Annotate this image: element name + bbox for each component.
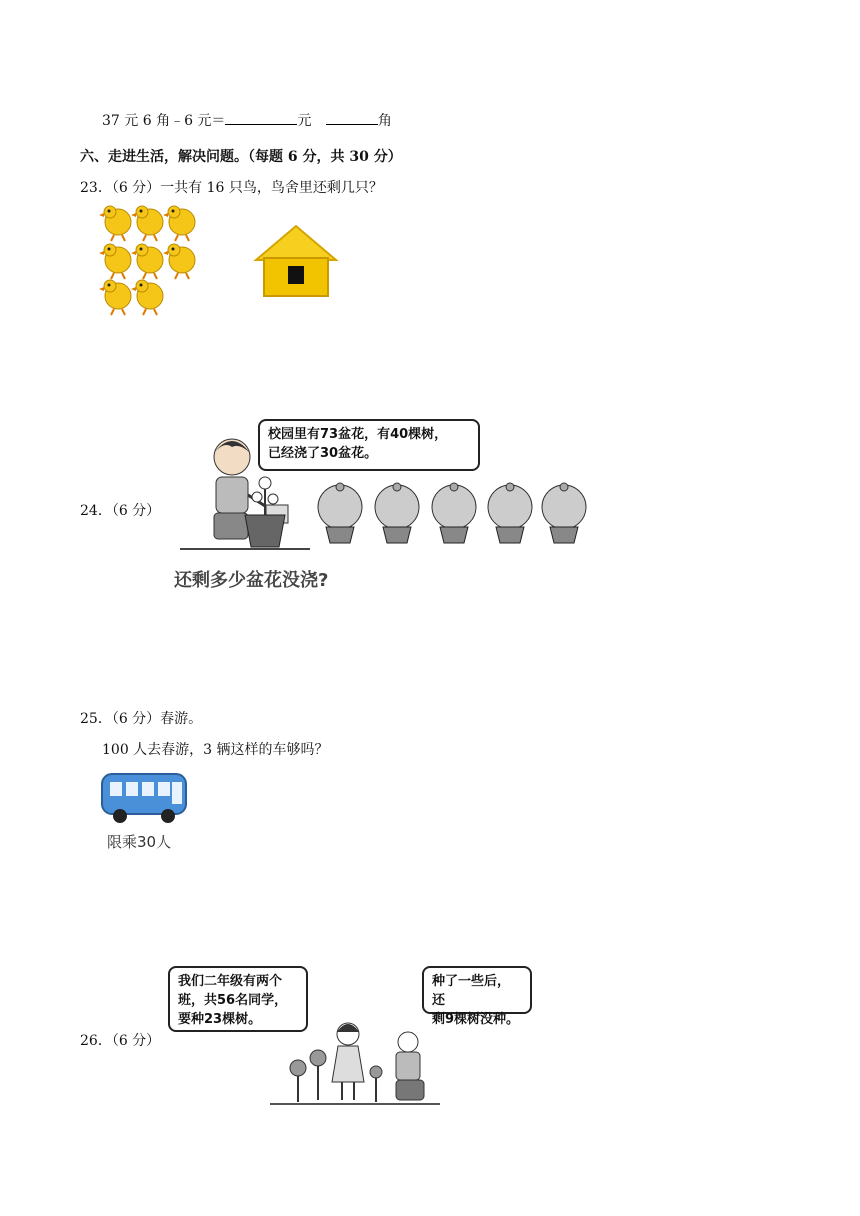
bird-icon <box>99 280 131 315</box>
q26-speech-bubble-right <box>422 966 532 1027</box>
question-25-label: 25．（6 分）春游。 <box>80 711 203 727</box>
flower-pot-icon <box>488 483 532 543</box>
bubble-line: 我们二年级有两个 <box>178 974 283 989</box>
boy-planting-icon <box>396 1032 424 1100</box>
bird-icon <box>131 244 163 279</box>
q23-figure <box>98 200 343 318</box>
fill-blank-line <box>102 110 392 130</box>
bird-icon <box>99 244 131 279</box>
bird-icon <box>163 244 195 279</box>
question-25-text: 100 人去春游，3 辆这样的车够吗？ <box>102 742 329 758</box>
girl-icon <box>332 1023 364 1100</box>
tree-sapling-icon <box>310 1050 326 1100</box>
bubble-line: 种了一些后，还 <box>432 974 511 1008</box>
flower-pot-icon <box>318 483 362 543</box>
bird-icon <box>99 206 131 241</box>
q24-question: 还剩多少盆花没浇? <box>174 570 329 591</box>
unit-yuan: 元 <box>297 113 312 129</box>
bubble-line: 要种23棵树。 <box>178 1012 262 1027</box>
section-title: 六、走进生活，解决问题。（每题 6 分，共 30 分） <box>80 149 402 165</box>
bus-capacity-caption: 限乘30人 <box>107 833 172 851</box>
tree-sapling-icon <box>370 1066 382 1102</box>
flower-pot-icon <box>375 483 419 543</box>
bus-icon <box>100 770 190 826</box>
flower-pot-icon <box>542 483 586 543</box>
birdhouse-icon <box>256 226 336 296</box>
bird-icon <box>163 206 195 241</box>
expression-text: 37 元 6 角﹣6 元＝ <box>102 113 226 129</box>
unit-jiao: 角 <box>377 113 392 129</box>
answer-blank-jiao[interactable] <box>326 110 378 125</box>
bird-icon <box>131 280 163 315</box>
q24-speech-bubble <box>258 419 480 471</box>
question-24-label: 24．（6 分） <box>80 503 161 519</box>
question-23-text: 23．（6 分）一共有 16 只鸟，鸟舍里还剩几只？ <box>80 180 383 196</box>
answer-blank-yuan[interactable] <box>225 110 297 125</box>
bubble-line: 校园里有73盆花，有40棵树， <box>268 427 448 442</box>
q26-figure <box>270 1020 440 1108</box>
bubble-line: 班，共56名同学， <box>178 993 288 1008</box>
flower-pot-icon <box>432 483 476 543</box>
bird-icon <box>131 206 163 241</box>
birds-group <box>99 206 195 315</box>
bubble-line: 已经浇了30盆花。 <box>268 446 378 461</box>
q26-speech-bubble-left <box>168 966 308 1032</box>
bubble-line: 剩9棵树没种。 <box>432 1012 520 1027</box>
tree-sapling-icon <box>290 1060 306 1102</box>
question-26-label: 26．（6 分） <box>80 1033 161 1049</box>
